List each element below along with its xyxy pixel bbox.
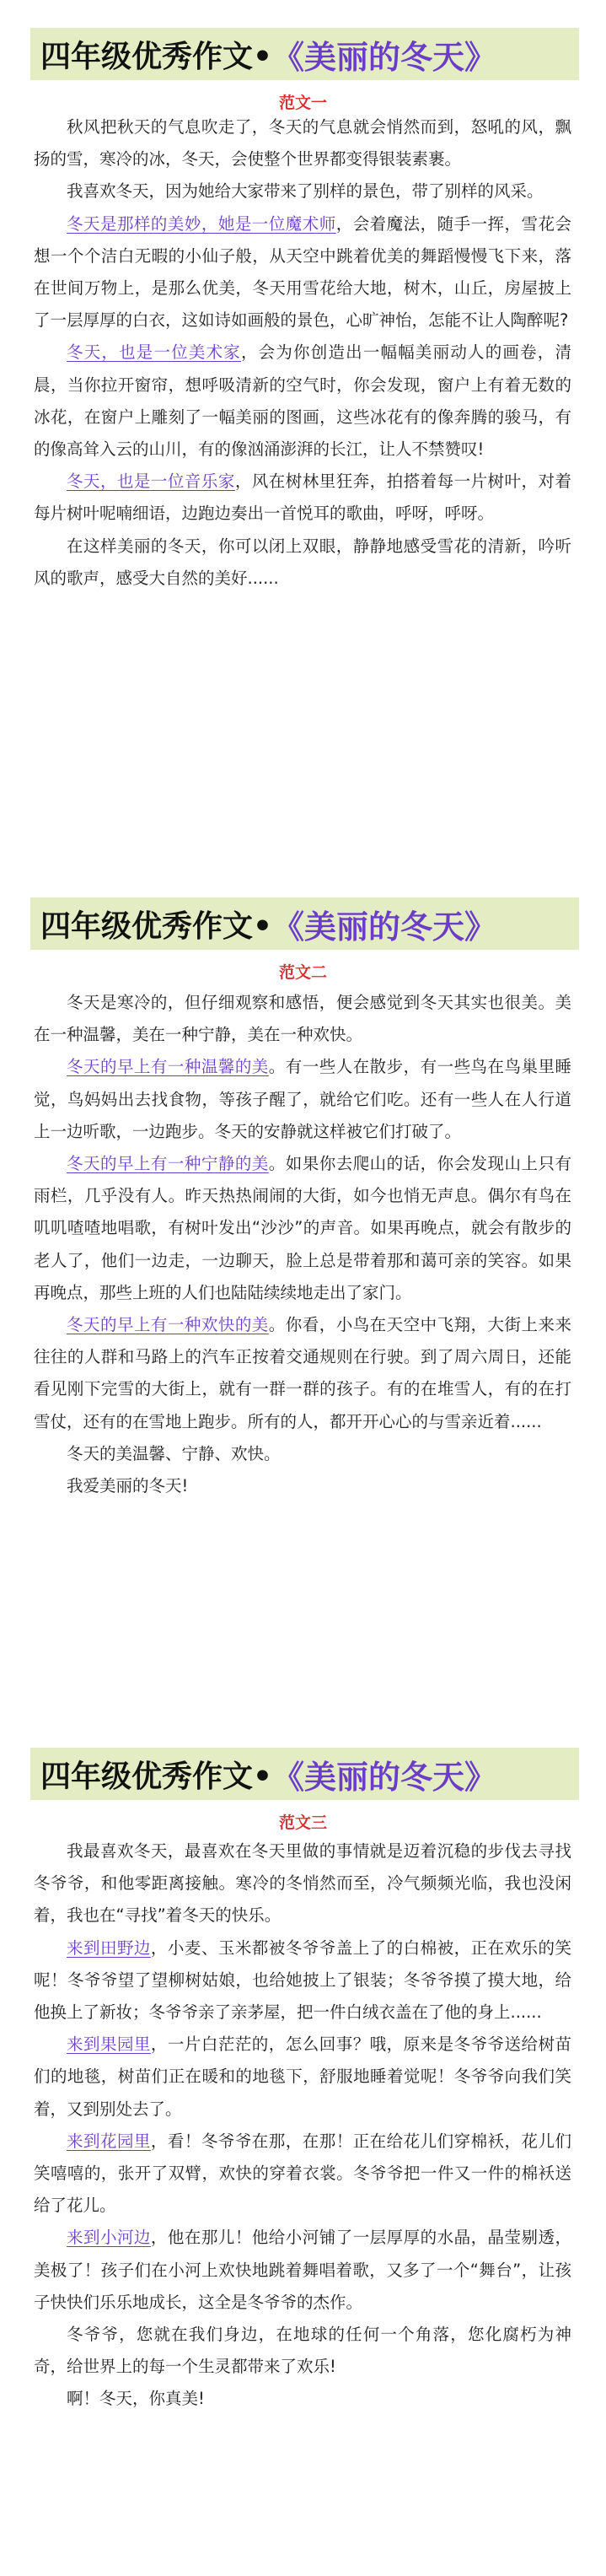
highlighted-phrase: 来到花园里 [67, 2131, 151, 2151]
highlighted-phrase: 冬天的早上有一种温馨的美 [67, 1057, 269, 1077]
essay-paragraph [34, 1438, 571, 1470]
paragraph-text: 。有一些人在散步，有一些鸟在鸟巢里睡觉，鸟妈妈出去找食物，等孩子醒了，就给它们吃。还有一些人在人行道上一边听歌，一边跑步。冬天的安静就这样被它们打破了。 [34, 1057, 571, 1141]
essay-paragraph [34, 987, 571, 1051]
essay-paragraph [34, 466, 571, 530]
essay-paragraph [34, 1470, 571, 1502]
essay-body [34, 111, 571, 595]
essay-paragraph [34, 1309, 571, 1438]
essay-paragraph [34, 2029, 571, 2126]
essay-title-bar [30, 897, 579, 950]
paragraph-text: 冬爷爷，您就在我们身边，在地球的任何一个角落，您化腐朽为神奇，给世界上的每一个生灵都带来了欢乐! [34, 2325, 571, 2377]
highlighted-phrase: 来到小河边 [67, 2228, 151, 2248]
essay-paragraph [34, 2222, 571, 2319]
paragraph-text: 。你看，小鸟在天空中飞翔，大街上来来往往的人群和马路上的汽车正按着交通规则在行驶。到了周六周日，还能看见刚下完雪的大街上，就有一群一群的孩子。有的在堆雪人，有的在打雪仗，还有的在雪地上跑步。所有的人，都开开心心的与雪亲近着...... [34, 1315, 571, 1431]
essay-subheading: 范文一 [278, 94, 327, 112]
paragraph-text: 冬天的美温馨、宁静、欢快。 [67, 1443, 281, 1463]
essay-body [34, 1835, 571, 2416]
paragraph-text: ，小麦、玉米都被冬爷爷盖上了的白棉被，正在欢乐的笑呢！冬爷爷望了望柳树姑娘，也给她披上了银装；冬爷爷摸了摸大地，给他换上了新妆；冬爷爷亲了亲茅屋，把一件白绒衣盖在了他的身上...... [34, 1937, 571, 2023]
paragraph-text: 秋风把秋天的气息吹走了，冬天的气息就会悄然而到，怒吼的风，飘扬的雪，寒冷的冰，冬天，会使整个世界都变得银装素裹。 [34, 117, 571, 170]
essay-paragraph [34, 337, 571, 466]
essay-body [34, 987, 571, 1502]
highlighted-phrase: 来到田野边 [67, 1937, 151, 1958]
highlighted-phrase: 来到果园里 [67, 2034, 151, 2055]
essay-subheading: 范文三 [278, 1813, 327, 1832]
paragraph-text: 我爱美丽的冬天! [67, 1476, 189, 1496]
highlighted-phrase: 冬天，也是一位音乐家 [67, 472, 235, 492]
essay-paragraph [34, 2383, 571, 2415]
essay-title-main: 四年级优秀作文• [40, 908, 273, 944]
essay-paragraph [34, 2126, 571, 2223]
essay-paragraph [34, 111, 571, 175]
highlighted-phrase: 冬天的早上有一种欢快的美 [67, 1315, 269, 1335]
essay-paragraph [34, 1932, 571, 2029]
highlighted-phrase: 冬天的早上有一种宁静的美 [67, 1154, 269, 1174]
paragraph-text: 我最喜欢冬天，最喜欢在冬天里做的事情就是迈着沉稳的步伐去寻找冬爷爷，和他零距离接触。寒冷的冬悄然而至，冷气频频光临，我也没闲着，我也在“寻找”着冬天的快乐。 [34, 1841, 571, 1926]
essay-title-sub: 《美丽的冬天》 [272, 38, 497, 76]
essay-paragraph [34, 2319, 571, 2383]
essay-title-sub: 《美丽的冬天》 [272, 908, 497, 946]
paragraph-text: ，会为你创造出一幅幅美丽动人的画卷，清晨，当你拉开窗帘，想呼吸清新的空气时，你会发现，窗户上有着无数的冰花，在窗户上雕刻了一幅美丽的图画，这些冰花有的像奔腾的骏马，有的像高耸入云的山川，有的像汹涌澎湃的长江，让人不禁赞叹! [34, 342, 571, 460]
essay-subheading: 范文二 [278, 963, 327, 982]
paragraph-text: ，看！冬爷爷在那，在那！正在给花儿们穿棉袄，花儿们笑嘻嘻的，张开了双臂，欢快的穿着衣裳。冬爷爷把一件又一件的棉袄送给了花儿。 [34, 2131, 571, 2216]
paragraph-text: 冬天是寒冷的，但仔细观察和感悟，便会感觉到冬天其实也很美。美在一种温馨，美在一种宁静，美在一种欢快。 [34, 993, 571, 1045]
essay-paragraph [34, 1148, 571, 1309]
paragraph-text: ，一片白茫茫的，怎么回事？哦，原来是冬爷爷送给树苗们的地毯，树苗们正在暖和的地毯下，舒服地睡着觉呢！冬爷爷向我们笑着，又到别处去了。 [34, 2034, 571, 2119]
essay-paragraph [34, 175, 571, 207]
essay-title-main: 四年级优秀作文• [40, 39, 273, 74]
essay-title-sub: 《美丽的冬天》 [272, 1758, 497, 1796]
essay-paragraph [34, 531, 571, 595]
highlighted-phrase: 冬天，也是一位美术家 [67, 342, 241, 363]
paragraph-text: ，会着魔法，随手一挥，雪花会想一个个洁白无暇的小仙子般，从天空中跳着优美的舞蹈慢慢飞下来，落在世间万物上，是那么优美，冬天用雪花给大地，树木，山丘，房屋披上了一层厚厚的白衣，这如诗如画般的景色，心旷神怡，怎能不让人陶醉呢? [34, 213, 571, 331]
essay-paragraph [34, 1051, 571, 1148]
essay-title-bar [30, 1748, 579, 1800]
paragraph-text: ，他在那儿！他给小河铺了一层厚厚的水晶，晶莹剔透，美极了！孩子们在小河上欢快地跳着舞唱着歌，又多了一个“舞台”，让孩子快快们乐乐地成长，这全是冬爷爷的杰作。 [34, 2228, 571, 2312]
paragraph-text: 我喜欢冬天，因为她给大家带来了别样的景色，带了别样的风采。 [67, 181, 544, 202]
paragraph-text: ，风在树林里狂奔，拍搭着每一片树叶，对着每片树叶呢喃细语，边跑边奏出一首悦耳的歌曲，呼呀，呼呀。 [34, 472, 571, 524]
essay-paragraph [34, 1835, 571, 1932]
essay-paragraph [34, 208, 571, 337]
paragraph-text: 在这样美丽的冬天，你可以闭上双眼，静静地感受雪花的清新，吟听风的歌声，感受大自然的美好...... [34, 536, 571, 588]
essay-title-bar [30, 28, 579, 80]
paragraph-text: 。如果你去爬山的话，你会发现山上只有雨栏，几乎没有人。昨天热热闹闹的大街，如今也悄无声息。偶尔有鸟在叽叽喳喳地唱歌，有树叶发出“沙沙”的声音。如果再晚点，就会有散步的老人了，他们一边走，一边聊天，脸上总是带着那和蔼可亲的笑容。如果再晚点，那些上班的人们也陆陆续续地走出了家门。 [34, 1154, 571, 1302]
essay-title-main: 四年级优秀作文• [40, 1759, 273, 1794]
highlighted-phrase: 冬天是那样的美妙，她是一位魔术师 [67, 213, 336, 234]
paragraph-text: 啊！冬天，你真美! [67, 2389, 205, 2409]
